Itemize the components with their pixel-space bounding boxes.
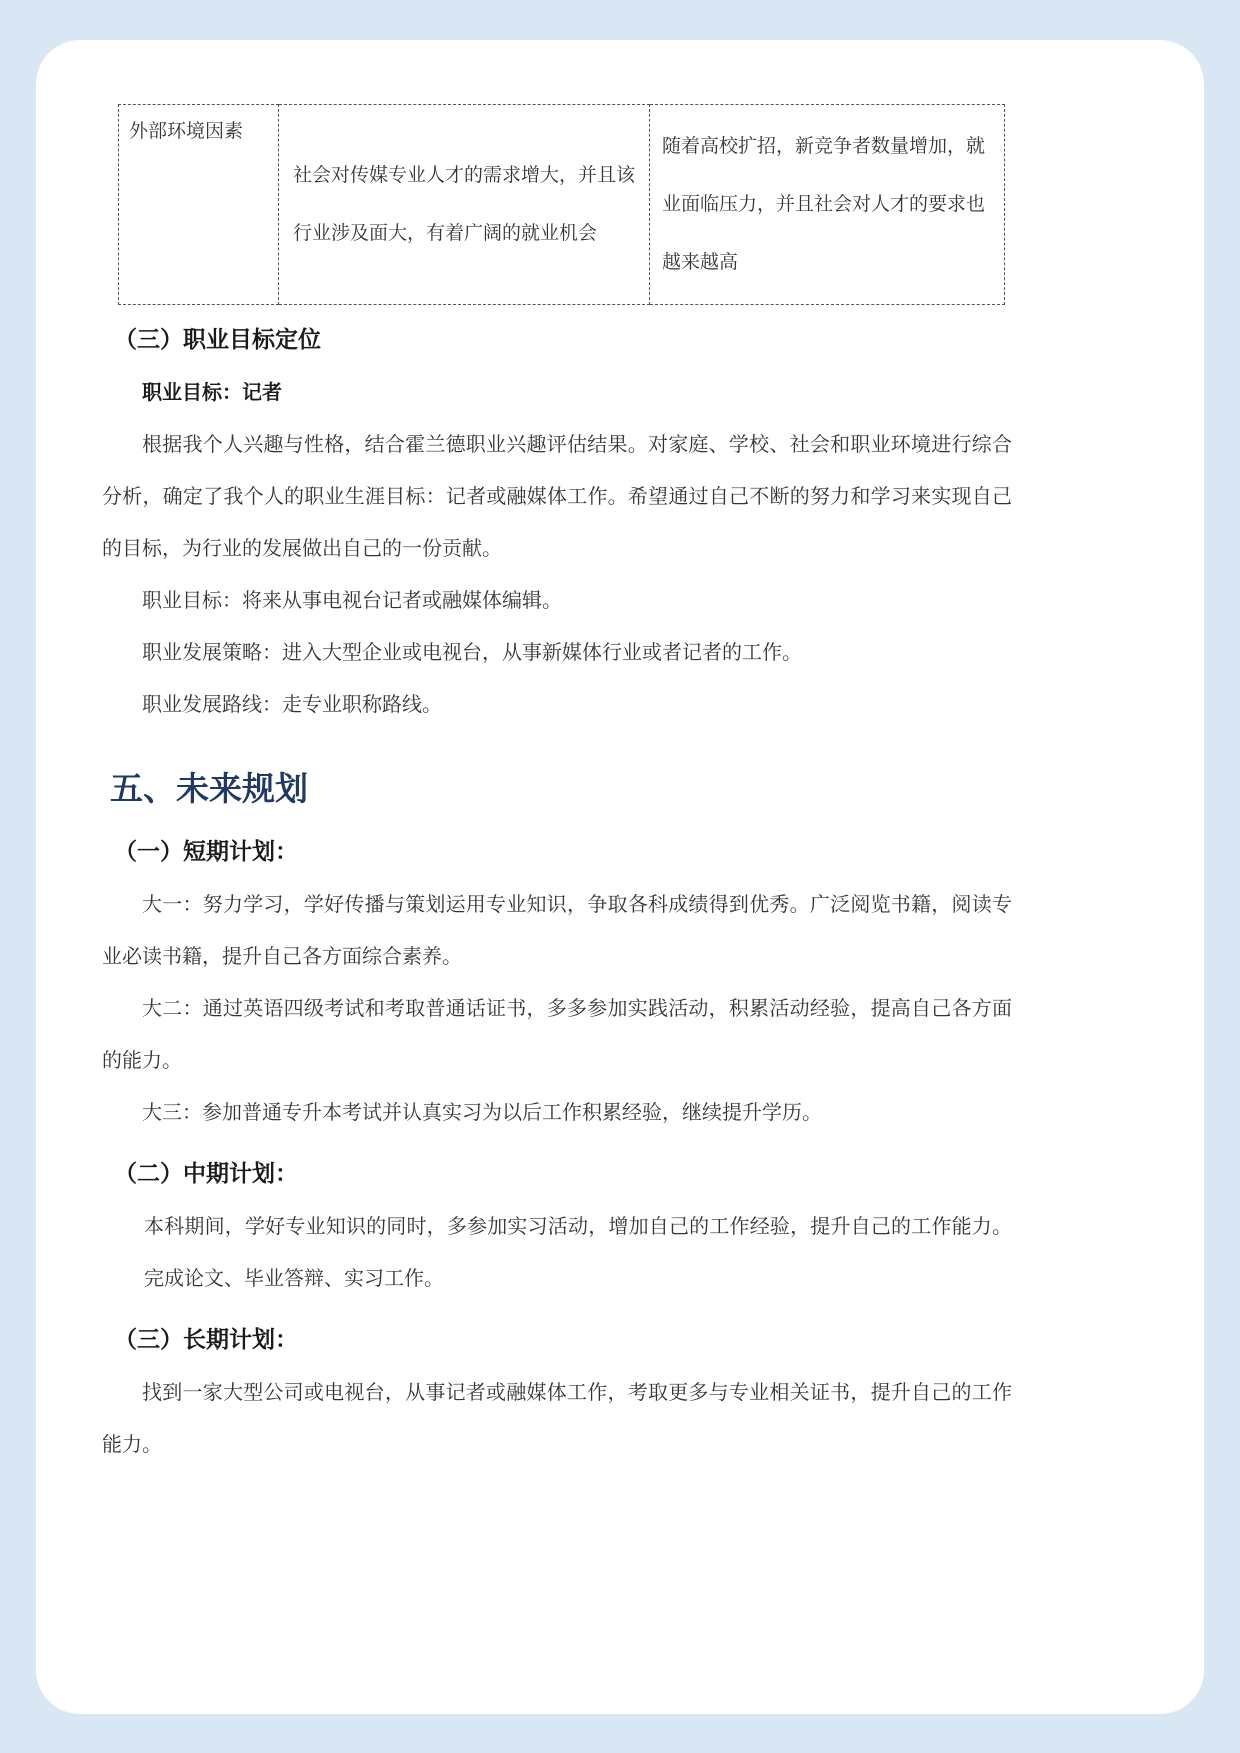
heading-career-goal-positioning: （三）职业目标定位: [114, 326, 321, 352]
career-goal-detail: 职业目标：将来从事电视台记者或融媒体编辑。: [142, 590, 562, 612]
heading-future-plan: 五、未来规划: [110, 770, 308, 807]
short-term-year2-paragraph: 大二：通过英语四级考试和考取普通话证书，多多参加实践活动，积累活动经验，提高自己各方面的能力。: [102, 998, 1012, 1072]
career-route-line: 职业发展路线：走专业职称路线。: [142, 694, 442, 716]
heading-short-term-plan: （一）短期计划：: [114, 838, 298, 864]
document-card: [36, 40, 1204, 1714]
document-content: [102, 104, 1012, 1471]
career-goal-line: 职业目标：记者: [142, 382, 282, 404]
environment-analysis-table: [118, 104, 1005, 305]
short-term-year1-paragraph: 大一：努力学习，学好传播与策划运用专业知识，争取各科成绩得到优秀。广泛阅览书籍，阅读专业必读书籍，提升自己各方面综合素养。: [102, 894, 1012, 968]
table-cell-external-env-label: 外部环境因素: [119, 105, 279, 305]
career-strategy-line: 职业发展策略：进入大型企业或电视台，从事新媒体行业或者记者的工作。: [142, 642, 802, 664]
heading-mid-term-plan: （二）中期计划：: [114, 1160, 298, 1186]
mid-term-paragraph: 本科期间，学好专业知识的同时，多参加实习活动，增加自己的工作经验，提升自己的工作能力。完成论文、毕业答辩、实习工作。: [144, 1216, 1012, 1290]
short-term-year3-paragraph: 大三：参加普通专升本考试并认真实习为以后工作积累经验，继续提升学历。: [142, 1102, 822, 1124]
heading-long-term-plan: （三）长期计划：: [114, 1326, 298, 1352]
table-cell-threat: 随着高校扩招，新竞争者数量增加，就业面临压力，并且社会对人才的要求也越来越高: [650, 105, 1005, 305]
table-cell-opportunity: 社会对传媒专业人才的需求增大，并且该行业涉及面大，有着广阔的就业机会: [279, 105, 650, 305]
career-goal-paragraph: 根据我个人兴趣与性格，结合霍兰德职业兴趣评估结果。对家庭、学校、社会和职业环境进行综合分析，确定了我个人的职业生涯目标：记者或融媒体工作。希望通过自己不断的努力和学习来实现自己的目标，为行业的发展做出自己的一份贡献。: [102, 434, 1012, 560]
long-term-paragraph: 找到一家大型公司或电视台，从事记者或融媒体工作，考取更多与专业相关证书，提升自己的工作能力。: [102, 1382, 1012, 1456]
table-row: [119, 105, 1005, 305]
